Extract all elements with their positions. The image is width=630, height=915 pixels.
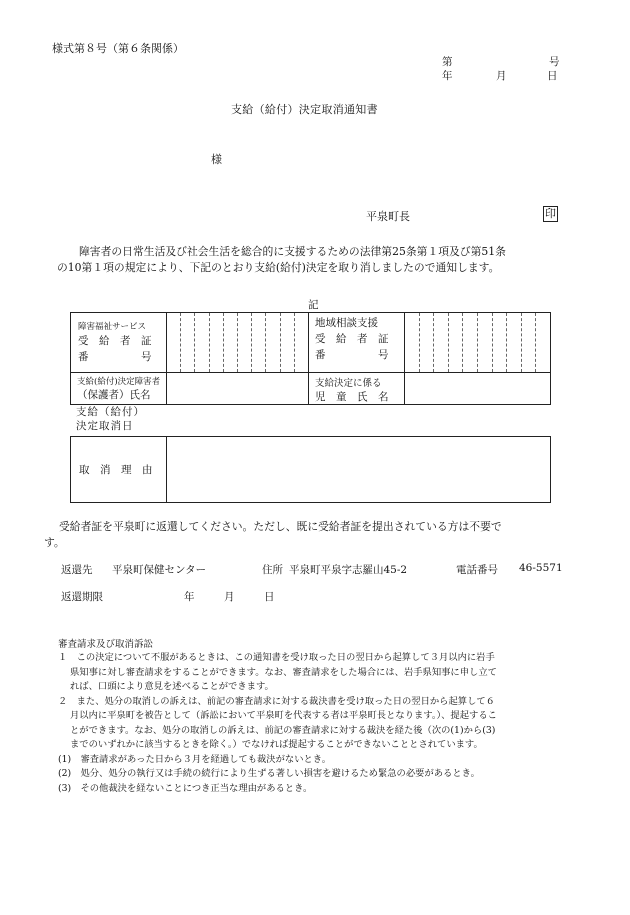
doc-number-dai: 第 — [442, 56, 453, 68]
reason-field[interactable] — [167, 437, 551, 503]
appeal-line: れば、口頭により意見を述べることができます。 — [70, 681, 274, 692]
doc-number-go: 号 — [549, 56, 560, 68]
guardian-label-cell — [71, 373, 167, 405]
guardian-label-2: （保護者）氏名 — [77, 389, 151, 401]
appeal-line: (2) 処分、処分の執行又は手続の続行により生ずる著しい損害を避けるため緊急の必要があるとき。 — [58, 768, 480, 779]
recipient-table — [70, 312, 551, 405]
cancel-date-label — [76, 405, 145, 433]
recipient-no-label-2: 受 給 者 証 — [78, 335, 152, 347]
appeal-line: １ この決定について不服があるときは、この通知書を受け取った日の翌日から起算して３月以内に岩手 — [58, 652, 495, 663]
address-value: 平泉町平泉字志羅山45-2 — [289, 564, 408, 576]
cancel-date-label-2: 決定取消日 — [76, 420, 134, 432]
guardian-name-field[interactable] — [167, 373, 309, 405]
consult-no-label-2: 受 給 者 証 — [315, 333, 389, 345]
body-line-2: の10第１項の規定により、下記のとおり支給(給付)決定を取り消しましたので通知します。 — [57, 261, 500, 274]
recipient-no-label-cell — [71, 313, 167, 373]
consult-no-label-1: 地域相談支援 — [315, 317, 378, 329]
addressee-suffix: 様 — [211, 153, 222, 166]
date-month: 月 — [496, 70, 507, 82]
deadline-month: 月 — [224, 591, 235, 603]
return-deadline-label: 返還期限 — [61, 591, 103, 603]
return-to-place: 平泉町保健センター — [112, 564, 207, 576]
body-line-1: 障害者の日常生活及び社会生活を総合的に支援するための法律第25条第１項及び第51条 — [79, 245, 506, 258]
date-year: 年 — [442, 70, 453, 82]
appeal-line: (3) その他裁決を経ないことにつき正当な理由があるとき。 — [58, 782, 313, 794]
phone-value: 46-5571 — [519, 562, 563, 574]
return-notice-line-1: 受給者証を平泉町に返還してください。ただし、既に受給者証を提出されている方は不要で — [59, 520, 502, 533]
body-text — [57, 244, 506, 276]
guardian-label-1: 支給(給付)決定障害者 — [77, 377, 161, 387]
reason-label-cell — [71, 437, 167, 503]
appeal-line: までのいずれかに該当するときを除く。）でなければ提起することができないこととされています。 — [70, 739, 483, 750]
child-label-cell — [309, 373, 405, 405]
reason-table — [70, 436, 551, 503]
return-notice — [44, 519, 502, 551]
ki-label: 記 — [308, 299, 319, 311]
appeal-line: (1) 審査請求があった日から３月を経過しても裁決がないとき。 — [58, 753, 332, 765]
child-label-2: 児 童 氏 名 — [315, 391, 389, 403]
appeal-notes — [58, 651, 497, 796]
deadline-day: 日 — [264, 591, 275, 603]
recipient-no-field[interactable] — [167, 313, 309, 373]
address-label: 住所 — [262, 564, 283, 576]
page-title: 支給（給付）決定取消通知書 — [231, 103, 378, 116]
appeal-heading: 審査請求及び取消訴訟 — [58, 639, 154, 650]
child-label-1: 支給決定に係る — [315, 378, 382, 389]
issuer: 平泉町長 — [366, 210, 410, 223]
appeal-line: 月以内に平泉町を被告として（訴訟において平泉町を代表する者は平泉町長となります。）、提起するこ — [70, 710, 497, 721]
return-notice-line-2: す。 — [44, 536, 65, 549]
return-to-label: 返還先 — [61, 564, 93, 576]
recipient-no-label-1: 障害福祉サービス — [78, 322, 147, 332]
child-name-field[interactable] — [405, 373, 551, 405]
appeal-line: ２ また、処分の取消しの訴えは、前記の審査請求に対する裁決書を受け取った日の翌日から起算して６ — [58, 695, 495, 707]
date-day: 日 — [547, 70, 558, 82]
phone-label: 電話番号 — [456, 564, 498, 576]
seal-mark: 印 — [545, 207, 556, 220]
deadline-year: 年 — [184, 591, 195, 603]
consult-no-label-3: 番 号 — [315, 349, 389, 361]
cancel-date-label-1: 支給（給付） — [76, 406, 145, 418]
form-number: 様式第８号（第６条関係） — [52, 42, 184, 55]
reason-label: 取 消 理 由 — [79, 464, 153, 476]
consult-no-field[interactable] — [405, 313, 551, 373]
recipient-no-label-3: 番 号 — [78, 351, 152, 363]
appeal-line: 県知事に対し審査請求をすることができます。なお、審査請求をした場合には、岩手県知事に申し立て — [70, 666, 497, 678]
appeal-line: とができます。なお、処分の取消しの訴えは、前記の審査請求に対する裁決を経た後（次の(1)から(3) — [70, 724, 496, 736]
consult-no-label-cell — [309, 313, 405, 373]
